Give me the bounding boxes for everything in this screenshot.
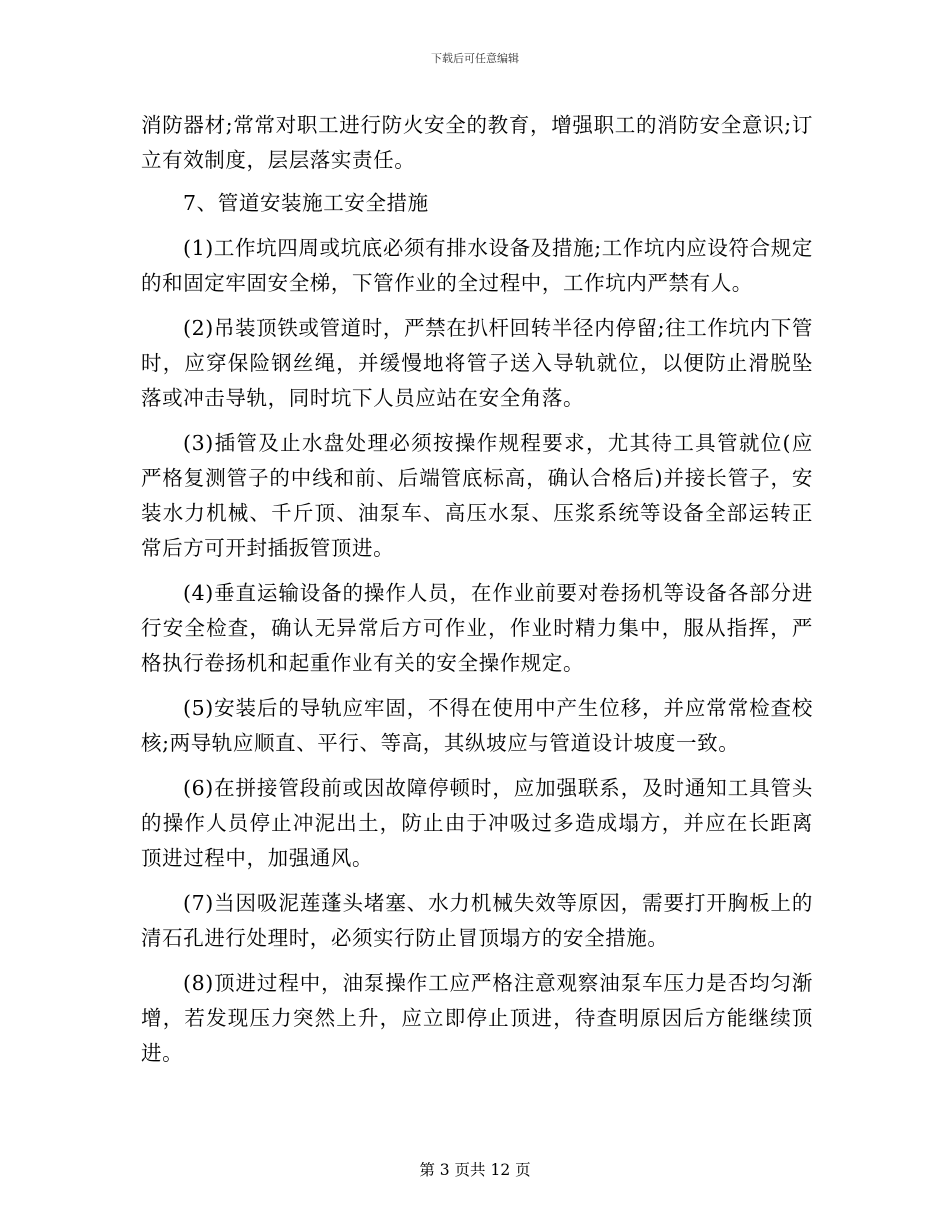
page-header: 下载后可任意编辑 [431,52,519,65]
section-heading: 7、管道安装施工安全措施 [183,191,429,215]
paragraph-item-5: (5)安装后的导轨应牢固，不得在使用中产生位移，并应常常检查校核;两导轨应顺直、平行、等高，其纵坡应与管道设计坡度一致。 [141,696,813,755]
paragraph-continuation: 消防器材;常常对职工进行防火安全的教育，增强职工的消防安全意识;订立有效制度，层层落实责任。 [141,113,813,172]
paragraph-item-3: (3)插管及止水盘处理必须按操作规程要求，尤其待工具管就位(应严格复测管子的中线和前、后端管底标高，确认合格后)并接长管子，安装水力机械、千斤顶、油泵车、高压水泵、压浆系统等设备全部运转正常后方可开封插扳管顶进。 [141,431,813,560]
paragraph-item-6: (6)在拼接管段前或因故障停顿时，应加强联系，及时通知工具管头的操作人员停止冲泥出土，防止由于冲吸过多造成塌方，并应在长距离顶进过程中，加强通风。 [141,776,813,870]
paragraph-item-7: (7)当因吸泥莲蓬头堵塞、水力机械失效等原因，需要打开胸板上的清石孔进行处理时，必须实行防止冒顶塌方的安全措施。 [141,891,813,950]
paragraph-item-2: (2)吊装顶铁或管道时，严禁在扒杆回转半径内停留;往工作坑内下管时，应穿保险钢丝绳，并缓慢地将管子送入导轨就位，以便防止滑脱坠落或冲击导轨，同时坑下人员应站在安全角落。 [141,316,813,410]
document-body [141,108,813,1081]
paragraph-item-8: (8)顶进过程中，油泵操作工应严格注意观察油泵车压力是否均匀渐增，若发现压力突然上升，应立即停止顶进，待查明原因后方能继续顶进。 [141,971,813,1065]
paragraph-item-4: (4)垂直运输设备的操作人员，在作业前要对卷扬机等设备各部分进行安全检查，确认无异常后方可作业，作业时精力集中，服从指挥，严格执行卷扬机和起重作业有关的安全操作规定。 [141,581,813,675]
paragraph-item-1: (1)工作坑四周或坑底必须有排水设备及措施;工作坑内应设符合规定的和固定牢固安全梯，下管作业的全过程中，工作坑内严禁有人。 [141,236,813,295]
page-footer: 第 3 页共 12 页 [419,1161,531,1179]
